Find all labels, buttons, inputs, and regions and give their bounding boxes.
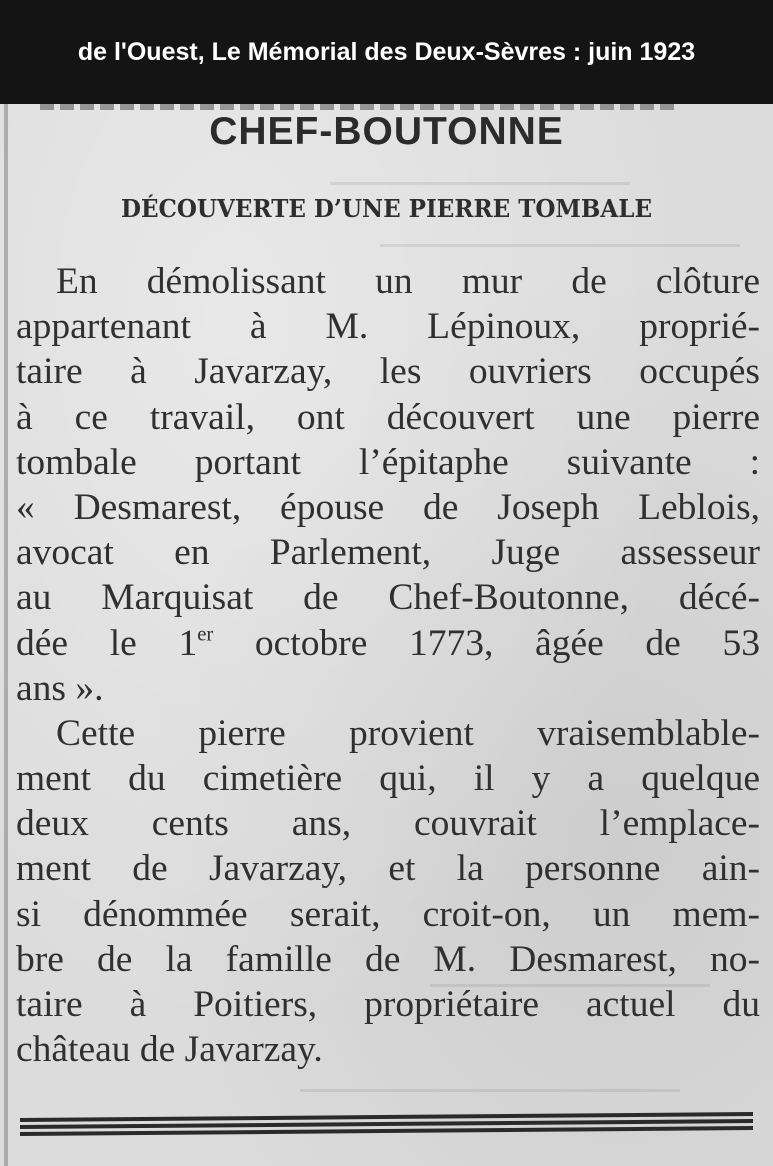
column-rule <box>4 104 8 1166</box>
text-line: au Marquisat de Chef-Boutonne, décé- <box>16 577 760 619</box>
newspaper-clipping <box>0 104 773 1166</box>
text-line: Cette pierre provient vraisemblable- <box>56 712 760 754</box>
text-line: En démolissant un mur de clôture <box>56 261 760 302</box>
text-line: « Desmarest, épouse de Joseph Leblois, <box>16 486 760 528</box>
bleed-through-mark <box>380 244 740 247</box>
article-body <box>16 259 760 1072</box>
town-title: CHEF-BOUTONNE <box>209 110 564 153</box>
article-headline: DÉCOUVERTE D’UNE PIERRE TOMBALE <box>120 194 653 223</box>
text-line: taire à Javarzay, les ouvriers occupés <box>16 351 760 393</box>
superscript-ordinal: er <box>197 623 214 646</box>
text-line: ment du cimetière qui, il y a quelque <box>16 758 760 800</box>
text-fragment: dée le 1 <box>16 622 198 664</box>
ornamental-end-rule <box>20 1108 753 1140</box>
text-line: appartenant à M. Lépinoux, proprié- <box>16 306 760 348</box>
text-line: bre de la famille de M. Desmarest, no- <box>16 938 760 980</box>
bleed-through-mark <box>300 1089 680 1092</box>
text-fragment: octobre 1773, âgée de 53 <box>213 622 760 664</box>
text-line: avocat en Parlement, Juge assesseur <box>16 532 760 574</box>
caption-bar <box>0 0 773 104</box>
text-line: deux cents ans, couvrait l’emplace- <box>16 803 760 845</box>
text-line <box>16 621 760 666</box>
caption-text: de l'Ouest, Le Mémorial des Deux-Sèvres : juin 1923 <box>77 38 696 66</box>
bleed-through-mark <box>330 182 630 185</box>
text-line: ment de Javarzay, et la personne ain- <box>16 848 760 890</box>
text-line: tombale portant l’épitaphe suivante : <box>16 441 760 483</box>
text-line: ans ». <box>16 667 104 709</box>
text-line: si dénommée serait, croit-on, un mem- <box>16 893 760 935</box>
text-line: taire à Poitiers, propriétaire actuel du <box>16 984 760 1025</box>
text-line: à ce travail, ont découvert une pierre <box>16 396 760 438</box>
text-line: château de Javarzay. <box>16 1029 323 1071</box>
